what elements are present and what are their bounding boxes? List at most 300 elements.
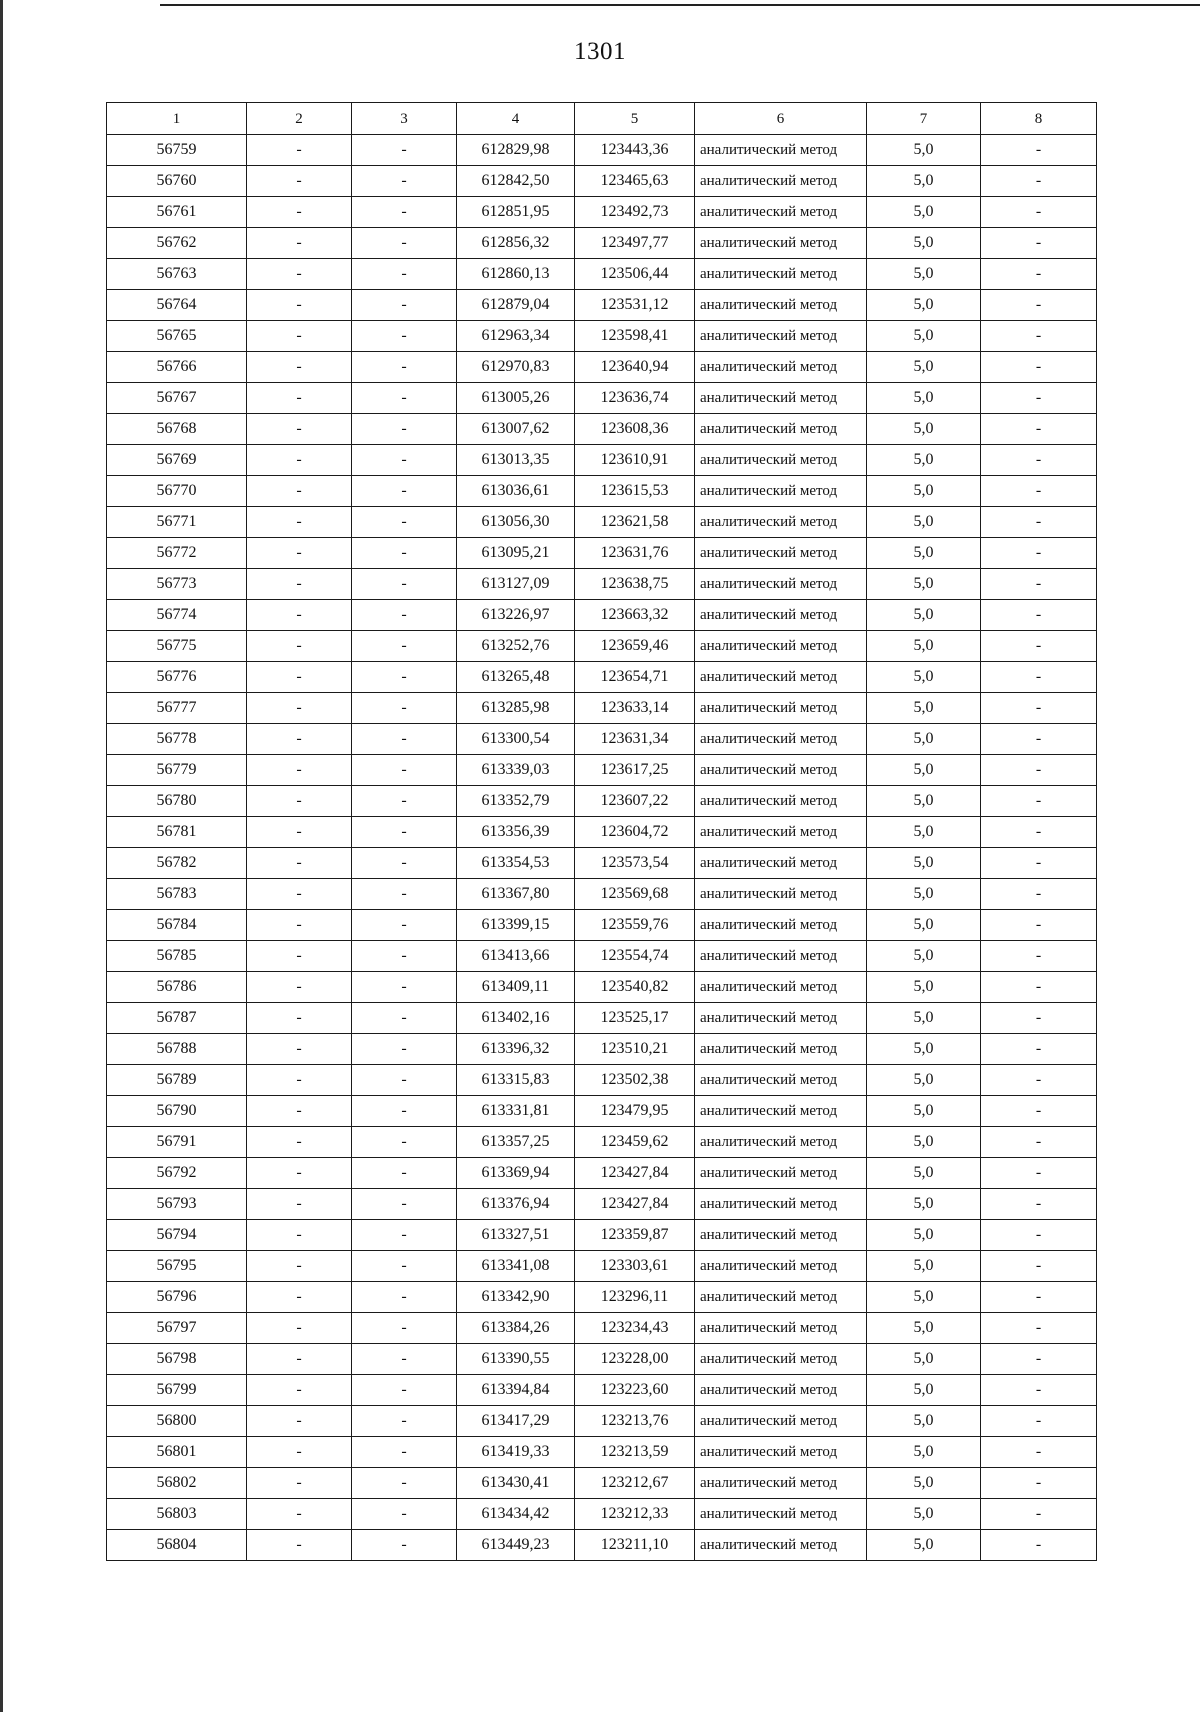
coord-y-cell: 123554,74 bbox=[575, 941, 695, 972]
table-row bbox=[107, 786, 1097, 817]
accuracy-cell: 5,0 bbox=[867, 1282, 981, 1313]
method-cell: аналитический метод bbox=[695, 507, 867, 538]
method-cell: аналитический метод bbox=[695, 135, 867, 166]
page-number: 1301 bbox=[574, 38, 626, 65]
table-row bbox=[107, 166, 1097, 197]
col-8-value-cell: - bbox=[981, 1437, 1097, 1468]
col-3-value-cell: - bbox=[352, 1158, 457, 1189]
col-2-value-cell: - bbox=[247, 724, 352, 755]
point-number-cell: 56802 bbox=[107, 1468, 247, 1499]
col-8-value-cell: - bbox=[981, 1530, 1097, 1561]
point-number-cell: 56767 bbox=[107, 383, 247, 414]
coord-x-cell: 613300,54 bbox=[457, 724, 575, 755]
coord-y-cell: 123569,68 bbox=[575, 879, 695, 910]
col-3-value-cell: - bbox=[352, 848, 457, 879]
table-row bbox=[107, 693, 1097, 724]
table-row bbox=[107, 1530, 1097, 1561]
point-number-cell: 56775 bbox=[107, 631, 247, 662]
col-2-value-cell: - bbox=[247, 1251, 352, 1282]
col-3-value-cell: - bbox=[352, 1530, 457, 1561]
coord-x-cell: 612829,98 bbox=[457, 135, 575, 166]
accuracy-cell: 5,0 bbox=[867, 290, 981, 321]
col-8-value-cell: - bbox=[981, 755, 1097, 786]
coord-x-cell: 613419,33 bbox=[457, 1437, 575, 1468]
method-cell: аналитический метод bbox=[695, 724, 867, 755]
coord-x-cell: 613376,94 bbox=[457, 1189, 575, 1220]
col-2-value-cell: - bbox=[247, 1189, 352, 1220]
accuracy-cell: 5,0 bbox=[867, 1344, 981, 1375]
point-number-cell: 56783 bbox=[107, 879, 247, 910]
col-2-value-cell: - bbox=[247, 1034, 352, 1065]
accuracy-cell: 5,0 bbox=[867, 879, 981, 910]
col-3-value-cell: - bbox=[352, 1437, 457, 1468]
coord-y-cell: 123502,38 bbox=[575, 1065, 695, 1096]
table-row bbox=[107, 910, 1097, 941]
coord-y-cell: 123608,36 bbox=[575, 414, 695, 445]
table-row bbox=[107, 228, 1097, 259]
point-number-cell: 56782 bbox=[107, 848, 247, 879]
col-2-value-cell: - bbox=[247, 476, 352, 507]
table-row bbox=[107, 1127, 1097, 1158]
col-8-value-cell: - bbox=[981, 631, 1097, 662]
accuracy-cell: 5,0 bbox=[867, 228, 981, 259]
method-cell: аналитический метод bbox=[695, 600, 867, 631]
col-8-value-cell: - bbox=[981, 879, 1097, 910]
col-2-value-cell: - bbox=[247, 1406, 352, 1437]
col-2-value-cell: - bbox=[247, 507, 352, 538]
accuracy-cell: 5,0 bbox=[867, 1003, 981, 1034]
coord-y-cell: 123638,75 bbox=[575, 569, 695, 600]
method-cell: аналитический метод bbox=[695, 1158, 867, 1189]
method-cell: аналитический метод bbox=[695, 1251, 867, 1282]
table-row bbox=[107, 1096, 1097, 1127]
accuracy-cell: 5,0 bbox=[867, 569, 981, 600]
coord-x-cell: 613352,79 bbox=[457, 786, 575, 817]
coord-x-cell: 613036,61 bbox=[457, 476, 575, 507]
coord-x-cell: 613434,42 bbox=[457, 1499, 575, 1530]
coord-x-cell: 613430,41 bbox=[457, 1468, 575, 1499]
coord-y-cell: 123607,22 bbox=[575, 786, 695, 817]
method-cell: аналитический метод bbox=[695, 1406, 867, 1437]
method-cell: аналитический метод bbox=[695, 228, 867, 259]
point-number-cell: 56785 bbox=[107, 941, 247, 972]
coord-x-cell: 613396,32 bbox=[457, 1034, 575, 1065]
accuracy-cell: 5,0 bbox=[867, 1406, 981, 1437]
method-cell: аналитический метод bbox=[695, 445, 867, 476]
col-8-value-cell: - bbox=[981, 290, 1097, 321]
accuracy-cell: 5,0 bbox=[867, 724, 981, 755]
point-number-cell: 56792 bbox=[107, 1158, 247, 1189]
col-3-value-cell: - bbox=[352, 1499, 457, 1530]
table-row bbox=[107, 817, 1097, 848]
method-cell: аналитический метод bbox=[695, 1530, 867, 1561]
point-number-cell: 56771 bbox=[107, 507, 247, 538]
coord-y-cell: 123427,84 bbox=[575, 1189, 695, 1220]
accuracy-cell: 5,0 bbox=[867, 414, 981, 445]
table-row bbox=[107, 1468, 1097, 1499]
coord-y-cell: 123631,34 bbox=[575, 724, 695, 755]
point-number-cell: 56777 bbox=[107, 693, 247, 724]
col-8-value-cell: - bbox=[981, 352, 1097, 383]
col-3-value-cell: - bbox=[352, 1096, 457, 1127]
table-row bbox=[107, 259, 1097, 290]
col-3-value-cell: - bbox=[352, 1189, 457, 1220]
point-number-cell: 56762 bbox=[107, 228, 247, 259]
col-2-value-cell: - bbox=[247, 693, 352, 724]
col-2-value-cell: - bbox=[247, 1127, 352, 1158]
coord-x-cell: 613339,03 bbox=[457, 755, 575, 786]
coord-y-cell: 123659,46 bbox=[575, 631, 695, 662]
point-number-cell: 56786 bbox=[107, 972, 247, 1003]
coord-y-cell: 123443,36 bbox=[575, 135, 695, 166]
accuracy-cell: 5,0 bbox=[867, 383, 981, 414]
method-cell: аналитический метод bbox=[695, 1313, 867, 1344]
point-number-cell: 56793 bbox=[107, 1189, 247, 1220]
column-header: 6 bbox=[695, 103, 867, 135]
table-row bbox=[107, 600, 1097, 631]
table-row bbox=[107, 941, 1097, 972]
coord-x-cell: 613005,26 bbox=[457, 383, 575, 414]
accuracy-cell: 5,0 bbox=[867, 1437, 981, 1468]
coord-y-cell: 123223,60 bbox=[575, 1375, 695, 1406]
column-header: 8 bbox=[981, 103, 1097, 135]
coord-y-cell: 123663,32 bbox=[575, 600, 695, 631]
coord-x-cell: 612842,50 bbox=[457, 166, 575, 197]
col-8-value-cell: - bbox=[981, 538, 1097, 569]
col-2-value-cell: - bbox=[247, 1096, 352, 1127]
point-number-cell: 56789 bbox=[107, 1065, 247, 1096]
col-3-value-cell: - bbox=[352, 538, 457, 569]
col-2-value-cell: - bbox=[247, 1282, 352, 1313]
col-8-value-cell: - bbox=[981, 1375, 1097, 1406]
method-cell: аналитический метод bbox=[695, 848, 867, 879]
col-2-value-cell: - bbox=[247, 445, 352, 476]
col-2-value-cell: - bbox=[247, 1530, 352, 1561]
method-cell: аналитический метод bbox=[695, 662, 867, 693]
method-cell: аналитический метод bbox=[695, 972, 867, 1003]
col-8-value-cell: - bbox=[981, 259, 1097, 290]
col-2-value-cell: - bbox=[247, 166, 352, 197]
coord-y-cell: 123598,41 bbox=[575, 321, 695, 352]
accuracy-cell: 5,0 bbox=[867, 910, 981, 941]
col-3-value-cell: - bbox=[352, 1344, 457, 1375]
accuracy-cell: 5,0 bbox=[867, 1530, 981, 1561]
col-8-value-cell: - bbox=[981, 1034, 1097, 1065]
coord-y-cell: 123234,43 bbox=[575, 1313, 695, 1344]
col-3-value-cell: - bbox=[352, 1406, 457, 1437]
method-cell: аналитический метод bbox=[695, 476, 867, 507]
coord-x-cell: 613384,26 bbox=[457, 1313, 575, 1344]
coord-y-cell: 123497,77 bbox=[575, 228, 695, 259]
point-number-cell: 56774 bbox=[107, 600, 247, 631]
coord-y-cell: 123427,84 bbox=[575, 1158, 695, 1189]
table-row bbox=[107, 383, 1097, 414]
point-number-cell: 56801 bbox=[107, 1437, 247, 1468]
col-3-value-cell: - bbox=[352, 1468, 457, 1499]
col-2-value-cell: - bbox=[247, 1313, 352, 1344]
table-row bbox=[107, 972, 1097, 1003]
coord-y-cell: 123610,91 bbox=[575, 445, 695, 476]
coord-x-cell: 613285,98 bbox=[457, 693, 575, 724]
col-3-value-cell: - bbox=[352, 445, 457, 476]
col-3-value-cell: - bbox=[352, 662, 457, 693]
method-cell: аналитический метод bbox=[695, 166, 867, 197]
accuracy-cell: 5,0 bbox=[867, 972, 981, 1003]
coord-y-cell: 123525,17 bbox=[575, 1003, 695, 1034]
col-2-value-cell: - bbox=[247, 321, 352, 352]
method-cell: аналитический метод bbox=[695, 879, 867, 910]
coord-y-cell: 123213,76 bbox=[575, 1406, 695, 1437]
col-8-value-cell: - bbox=[981, 507, 1097, 538]
accuracy-cell: 5,0 bbox=[867, 755, 981, 786]
coord-x-cell: 613402,16 bbox=[457, 1003, 575, 1034]
accuracy-cell: 5,0 bbox=[867, 1127, 981, 1158]
coord-y-cell: 123213,59 bbox=[575, 1437, 695, 1468]
coord-y-cell: 123654,71 bbox=[575, 662, 695, 693]
accuracy-cell: 5,0 bbox=[867, 1096, 981, 1127]
point-number-cell: 56796 bbox=[107, 1282, 247, 1313]
table-row bbox=[107, 1313, 1097, 1344]
point-number-cell: 56790 bbox=[107, 1096, 247, 1127]
coord-x-cell: 613357,25 bbox=[457, 1127, 575, 1158]
col-2-value-cell: - bbox=[247, 259, 352, 290]
table-row bbox=[107, 724, 1097, 755]
col-8-value-cell: - bbox=[981, 1468, 1097, 1499]
col-2-value-cell: - bbox=[247, 414, 352, 445]
accuracy-cell: 5,0 bbox=[867, 848, 981, 879]
coord-y-cell: 123212,67 bbox=[575, 1468, 695, 1499]
accuracy-cell: 5,0 bbox=[867, 321, 981, 352]
accuracy-cell: 5,0 bbox=[867, 538, 981, 569]
coord-x-cell: 613390,55 bbox=[457, 1344, 575, 1375]
table-row bbox=[107, 1220, 1097, 1251]
col-3-value-cell: - bbox=[352, 383, 457, 414]
coord-x-cell: 613409,11 bbox=[457, 972, 575, 1003]
point-number-cell: 56763 bbox=[107, 259, 247, 290]
accuracy-cell: 5,0 bbox=[867, 631, 981, 662]
col-3-value-cell: - bbox=[352, 631, 457, 662]
coord-x-cell: 613226,97 bbox=[457, 600, 575, 631]
coord-x-cell: 613367,80 bbox=[457, 879, 575, 910]
col-3-value-cell: - bbox=[352, 941, 457, 972]
col-3-value-cell: - bbox=[352, 414, 457, 445]
coord-y-cell: 123604,72 bbox=[575, 817, 695, 848]
col-3-value-cell: - bbox=[352, 135, 457, 166]
col-8-value-cell: - bbox=[981, 197, 1097, 228]
col-3-value-cell: - bbox=[352, 1313, 457, 1344]
col-8-value-cell: - bbox=[981, 662, 1097, 693]
col-3-value-cell: - bbox=[352, 910, 457, 941]
col-3-value-cell: - bbox=[352, 1251, 457, 1282]
col-8-value-cell: - bbox=[981, 321, 1097, 352]
point-number-cell: 56766 bbox=[107, 352, 247, 383]
col-2-value-cell: - bbox=[247, 631, 352, 662]
col-2-value-cell: - bbox=[247, 1499, 352, 1530]
col-2-value-cell: - bbox=[247, 972, 352, 1003]
col-8-value-cell: - bbox=[981, 1003, 1097, 1034]
table-row bbox=[107, 135, 1097, 166]
col-2-value-cell: - bbox=[247, 879, 352, 910]
table-row bbox=[107, 1375, 1097, 1406]
method-cell: аналитический метод bbox=[695, 414, 867, 445]
table-row bbox=[107, 1437, 1097, 1468]
col-2-value-cell: - bbox=[247, 848, 352, 879]
accuracy-cell: 5,0 bbox=[867, 1468, 981, 1499]
point-number-cell: 56798 bbox=[107, 1344, 247, 1375]
coord-x-cell: 613315,83 bbox=[457, 1065, 575, 1096]
method-cell: аналитический метод bbox=[695, 569, 867, 600]
col-2-value-cell: - bbox=[247, 569, 352, 600]
column-header: 5 bbox=[575, 103, 695, 135]
accuracy-cell: 5,0 bbox=[867, 1034, 981, 1065]
accuracy-cell: 5,0 bbox=[867, 817, 981, 848]
method-cell: аналитический метод bbox=[695, 1096, 867, 1127]
coord-y-cell: 123621,58 bbox=[575, 507, 695, 538]
coord-x-cell: 613341,08 bbox=[457, 1251, 575, 1282]
col-2-value-cell: - bbox=[247, 662, 352, 693]
coord-y-cell: 123479,95 bbox=[575, 1096, 695, 1127]
column-header: 4 bbox=[457, 103, 575, 135]
col-3-value-cell: - bbox=[352, 600, 457, 631]
accuracy-cell: 5,0 bbox=[867, 786, 981, 817]
accuracy-cell: 5,0 bbox=[867, 600, 981, 631]
col-8-value-cell: - bbox=[981, 1313, 1097, 1344]
column-header: 1 bbox=[107, 103, 247, 135]
col-8-value-cell: - bbox=[981, 848, 1097, 879]
col-8-value-cell: - bbox=[981, 910, 1097, 941]
table-row bbox=[107, 662, 1097, 693]
point-number-cell: 56761 bbox=[107, 197, 247, 228]
coord-x-cell: 613369,94 bbox=[457, 1158, 575, 1189]
point-number-cell: 56768 bbox=[107, 414, 247, 445]
coord-x-cell: 613331,81 bbox=[457, 1096, 575, 1127]
col-3-value-cell: - bbox=[352, 786, 457, 817]
coord-x-cell: 613252,76 bbox=[457, 631, 575, 662]
accuracy-cell: 5,0 bbox=[867, 259, 981, 290]
method-cell: аналитический метод bbox=[695, 290, 867, 321]
col-2-value-cell: - bbox=[247, 786, 352, 817]
method-cell: аналитический метод bbox=[695, 1282, 867, 1313]
method-cell: аналитический метод bbox=[695, 1034, 867, 1065]
col-8-value-cell: - bbox=[981, 1220, 1097, 1251]
accuracy-cell: 5,0 bbox=[867, 662, 981, 693]
method-cell: аналитический метод bbox=[695, 786, 867, 817]
scan-left-edge bbox=[0, 0, 3, 1712]
accuracy-cell: 5,0 bbox=[867, 1375, 981, 1406]
col-3-value-cell: - bbox=[352, 1220, 457, 1251]
col-8-value-cell: - bbox=[981, 693, 1097, 724]
coord-x-cell: 613394,84 bbox=[457, 1375, 575, 1406]
col-3-value-cell: - bbox=[352, 972, 457, 1003]
col-2-value-cell: - bbox=[247, 817, 352, 848]
coord-y-cell: 123540,82 bbox=[575, 972, 695, 1003]
coord-x-cell: 612851,95 bbox=[457, 197, 575, 228]
point-number-cell: 56787 bbox=[107, 1003, 247, 1034]
table-row bbox=[107, 569, 1097, 600]
coord-y-cell: 123228,00 bbox=[575, 1344, 695, 1375]
col-8-value-cell: - bbox=[981, 972, 1097, 1003]
col-2-value-cell: - bbox=[247, 383, 352, 414]
method-cell: аналитический метод bbox=[695, 1499, 867, 1530]
coord-y-cell: 123459,62 bbox=[575, 1127, 695, 1158]
method-cell: аналитический метод bbox=[695, 321, 867, 352]
column-header: 7 bbox=[867, 103, 981, 135]
col-8-value-cell: - bbox=[981, 569, 1097, 600]
table-row bbox=[107, 1406, 1097, 1437]
col-8-value-cell: - bbox=[981, 135, 1097, 166]
col-2-value-cell: - bbox=[247, 941, 352, 972]
coord-x-cell: 613013,35 bbox=[457, 445, 575, 476]
col-8-value-cell: - bbox=[981, 414, 1097, 445]
col-3-value-cell: - bbox=[352, 476, 457, 507]
col-8-value-cell: - bbox=[981, 941, 1097, 972]
coord-y-cell: 123617,25 bbox=[575, 755, 695, 786]
col-3-value-cell: - bbox=[352, 879, 457, 910]
col-8-value-cell: - bbox=[981, 1065, 1097, 1096]
coord-x-cell: 613265,48 bbox=[457, 662, 575, 693]
coord-y-cell: 123492,73 bbox=[575, 197, 695, 228]
col-8-value-cell: - bbox=[981, 445, 1097, 476]
col-2-value-cell: - bbox=[247, 135, 352, 166]
point-number-cell: 56778 bbox=[107, 724, 247, 755]
col-3-value-cell: - bbox=[352, 507, 457, 538]
col-8-value-cell: - bbox=[981, 724, 1097, 755]
coord-y-cell: 123296,11 bbox=[575, 1282, 695, 1313]
col-8-value-cell: - bbox=[981, 1158, 1097, 1189]
col-3-value-cell: - bbox=[352, 1065, 457, 1096]
table-row bbox=[107, 476, 1097, 507]
col-3-value-cell: - bbox=[352, 1375, 457, 1406]
col-2-value-cell: - bbox=[247, 352, 352, 383]
coord-x-cell: 613342,90 bbox=[457, 1282, 575, 1313]
table-row bbox=[107, 1344, 1097, 1375]
col-8-value-cell: - bbox=[981, 1499, 1097, 1530]
col-3-value-cell: - bbox=[352, 817, 457, 848]
method-cell: аналитический метод bbox=[695, 259, 867, 290]
coord-x-cell: 612879,04 bbox=[457, 290, 575, 321]
table-row bbox=[107, 538, 1097, 569]
table-row bbox=[107, 321, 1097, 352]
col-2-value-cell: - bbox=[247, 1065, 352, 1096]
table-row bbox=[107, 445, 1097, 476]
coord-x-cell: 613449,23 bbox=[457, 1530, 575, 1561]
method-cell: аналитический метод bbox=[695, 910, 867, 941]
col-8-value-cell: - bbox=[981, 1096, 1097, 1127]
accuracy-cell: 5,0 bbox=[867, 445, 981, 476]
coord-x-cell: 613327,51 bbox=[457, 1220, 575, 1251]
point-number-cell: 56759 bbox=[107, 135, 247, 166]
accuracy-cell: 5,0 bbox=[867, 1251, 981, 1282]
method-cell: аналитический метод bbox=[695, 1065, 867, 1096]
point-number-cell: 56776 bbox=[107, 662, 247, 693]
col-3-value-cell: - bbox=[352, 259, 457, 290]
point-number-cell: 56769 bbox=[107, 445, 247, 476]
col-8-value-cell: - bbox=[981, 817, 1097, 848]
col-8-value-cell: - bbox=[981, 228, 1097, 259]
column-header: 3 bbox=[352, 103, 457, 135]
col-2-value-cell: - bbox=[247, 1375, 352, 1406]
coord-x-cell: 613056,30 bbox=[457, 507, 575, 538]
coord-x-cell: 613095,21 bbox=[457, 538, 575, 569]
col-2-value-cell: - bbox=[247, 290, 352, 321]
point-number-cell: 56772 bbox=[107, 538, 247, 569]
col-3-value-cell: - bbox=[352, 321, 457, 352]
table-row bbox=[107, 507, 1097, 538]
coord-x-cell: 613417,29 bbox=[457, 1406, 575, 1437]
accuracy-cell: 5,0 bbox=[867, 1220, 981, 1251]
table-row bbox=[107, 1499, 1097, 1530]
table-row bbox=[107, 1189, 1097, 1220]
